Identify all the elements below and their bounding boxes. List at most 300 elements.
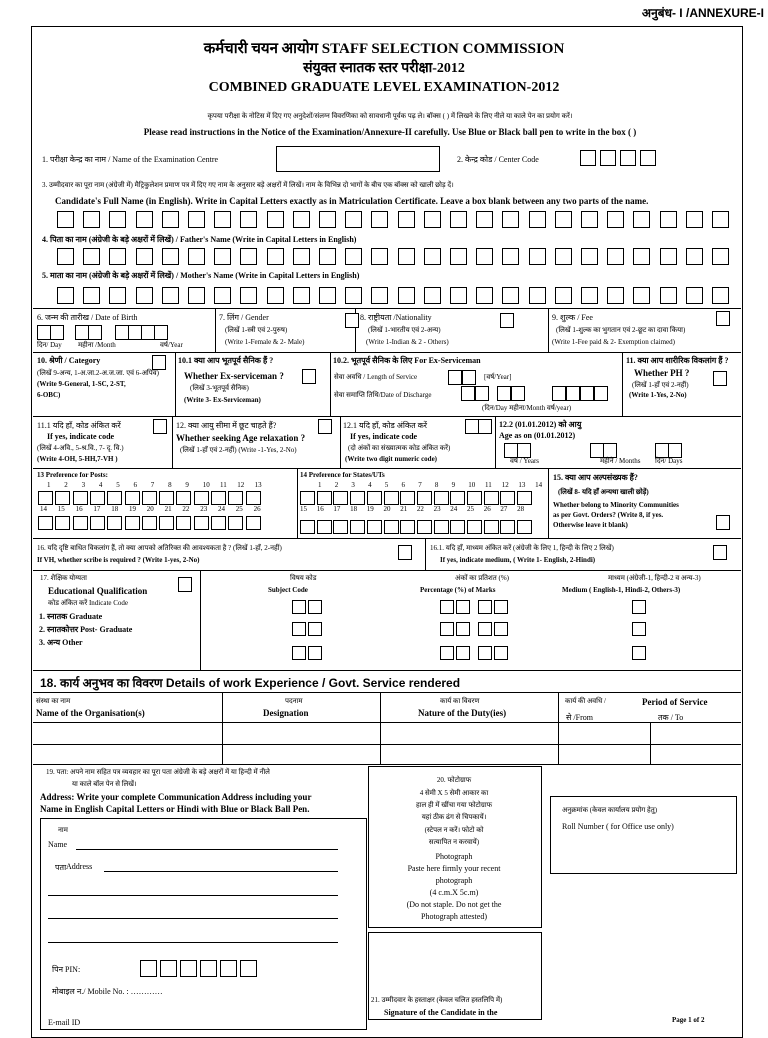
centre-code-box[interactable]	[600, 150, 616, 166]
post-pref-box[interactable]	[107, 516, 122, 530]
address-line-3[interactable]	[48, 918, 338, 919]
percentage-box[interactable]	[440, 600, 454, 614]
discharge-day-2[interactable]	[475, 386, 489, 401]
medium-box[interactable]	[632, 646, 646, 660]
state-number-label: 15	[300, 505, 307, 513]
medium-english: Medium ( English-1, Hindi-2, Others-3)	[562, 586, 681, 594]
name-char-box[interactable]	[345, 287, 362, 304]
name-char-box[interactable]	[267, 248, 284, 265]
name-char-box[interactable]	[162, 287, 179, 304]
q12-line1: Whether seeking Age relaxation ?	[176, 433, 306, 443]
discharge-year-2[interactable]	[566, 386, 580, 401]
state-pref-box[interactable]	[434, 520, 449, 534]
name-char-box[interactable]	[214, 248, 231, 265]
subject-code-box[interactable]	[292, 622, 306, 636]
q7-line1: (लिखें 1-स्त्री एवं 2-पुरुष)	[225, 326, 288, 334]
post-number-label: 10	[202, 481, 210, 489]
name-char-box[interactable]	[712, 211, 729, 228]
dob-year-2[interactable]	[128, 325, 142, 340]
name-char-box[interactable]	[188, 211, 205, 228]
name-char-box[interactable]	[424, 287, 441, 304]
nature-hindi: कार्य का विवरण	[440, 697, 480, 705]
post-number-label: 18	[111, 505, 119, 513]
state-number-label: 13	[518, 481, 526, 489]
name-char-box[interactable]	[424, 211, 441, 228]
q3-hindi: 3. उम्मीदवार का पूरा नाम (अंग्रेजी में) मैट्रिकुलेशन प्रमाण पत्र में दिए गए नाम के अनुसार बड़े अक्षरों में लिखें। नाम के विभिन्न दो भागों के बीच एक बॉक्स को खाली छोड़ दें।	[42, 181, 454, 189]
percentage-box[interactable]	[478, 600, 492, 614]
centre-code-box[interactable]	[640, 150, 656, 166]
name-char-box[interactable]	[476, 287, 493, 304]
state-pref-box[interactable]	[500, 520, 515, 534]
name-char-box[interactable]	[83, 211, 100, 228]
state-pref-box[interactable]	[367, 520, 382, 534]
post-pref-box[interactable]	[159, 516, 174, 530]
name-char-box[interactable]	[686, 287, 703, 304]
discharge-month-2[interactable]	[511, 386, 525, 401]
name-char-box[interactable]	[476, 211, 493, 228]
name-char-box[interactable]	[188, 287, 205, 304]
state-pref-box[interactable]	[317, 520, 332, 534]
q17-opt3: 3. अन्य Other	[39, 638, 83, 647]
name-char-box[interactable]	[555, 248, 572, 265]
service-years-1[interactable]	[448, 370, 462, 385]
subject-code-box[interactable]	[308, 622, 322, 636]
photo-line10: (Do not staple. Do not get the	[406, 900, 502, 909]
pin-digit-box[interactable]	[140, 960, 157, 977]
state-pref-box[interactable]	[450, 491, 465, 505]
post-pref-box[interactable]	[211, 516, 226, 530]
dob-year-3[interactable]	[141, 325, 155, 340]
service-years-2[interactable]	[462, 370, 476, 385]
name-hindi-label: नाम	[58, 826, 68, 834]
name-char-box[interactable]	[267, 287, 284, 304]
state-pref-box[interactable]	[467, 520, 482, 534]
name-char-box[interactable]	[136, 211, 153, 228]
state-number-label: 5	[384, 481, 389, 489]
state-number-label: 19	[366, 505, 374, 513]
name-char-box[interactable]	[319, 211, 336, 228]
subject-code-box[interactable]	[308, 600, 322, 614]
state-pref-box[interactable]	[300, 491, 315, 505]
q11-1-line3: (Write 4-OH, 5-HH,7-VH )	[37, 455, 118, 463]
state-number-label: 4	[368, 481, 372, 489]
centre-code-box[interactable]	[620, 150, 636, 166]
q11-1-title: 11.1 यदि हाँ, कोड अंकित करें	[37, 421, 121, 430]
q4-label: 4. पिता का नाम (अंग्रेजी के बड़े अक्षरों में लिखें) / Father's Name (Write in Capital Letters in English)	[42, 235, 357, 244]
name-char-box[interactable]	[502, 287, 519, 304]
q16-line2: If VH, whether scribe is required ? (Write 1-yes, 2-No)	[37, 556, 200, 564]
name-char-box[interactable]	[686, 211, 703, 228]
mobile-label: मोबाइल न./ Mobile No. : …………	[52, 987, 163, 996]
name-char-box[interactable]	[398, 211, 415, 228]
post-number-label: 25	[235, 505, 243, 513]
name-char-box[interactable]	[57, 287, 74, 304]
medium-box[interactable]	[632, 600, 646, 614]
name-char-box[interactable]	[267, 211, 284, 228]
post-number-label: 2	[64, 481, 68, 489]
pin-digit-box[interactable]	[200, 960, 217, 977]
name-char-box[interactable]	[712, 287, 729, 304]
scribe-medium-input[interactable]	[713, 545, 727, 560]
percentage-box[interactable]	[440, 646, 454, 660]
name-char-box[interactable]	[136, 287, 153, 304]
ph-code-input[interactable]	[153, 419, 167, 434]
q9-line1: (लिखें 1-शुल्क का भुगतान एवं 2-छूट का दावा किया)	[556, 326, 686, 334]
q17-opt1: 1. स्नातक Graduate	[39, 612, 103, 621]
state-pref-box[interactable]	[517, 491, 532, 505]
state-number-label: 16	[316, 505, 324, 513]
state-pref-box[interactable]	[450, 520, 465, 534]
q10-line3: 6-OBC)	[37, 391, 61, 399]
fee-input[interactable]	[716, 311, 730, 326]
photo-line9: (4 c.m.X 5c.m)	[429, 888, 479, 897]
address-label: Address	[66, 862, 93, 871]
q16-1-line1: 16.1. यदि हाँ, माध्यम अंकित करें (अंग्रेजी के लिए 1, हिन्दी के लिए 2 लिखें)	[430, 544, 614, 552]
state-number-label: 10	[468, 481, 476, 489]
post-number-label: 9	[185, 481, 189, 489]
percentage-box[interactable]	[478, 622, 492, 636]
post-number-label: 22	[182, 505, 190, 513]
state-pref-box[interactable]	[484, 491, 499, 505]
post-pref-box[interactable]	[125, 516, 140, 530]
ph-input[interactable]	[713, 371, 727, 386]
age-days-label: दिन/ Days	[655, 457, 683, 465]
nationality-input[interactable]	[500, 313, 514, 328]
discharge-month-1[interactable]	[497, 386, 511, 401]
post-pref-box[interactable]	[73, 491, 88, 505]
post-pref-box[interactable]	[142, 516, 157, 530]
name-char-box[interactable]	[319, 287, 336, 304]
post-number-label: 13	[254, 481, 262, 489]
state-pref-box[interactable]	[417, 491, 432, 505]
post-pref-box[interactable]	[246, 491, 261, 505]
name-char-box[interactable]	[686, 248, 703, 265]
state-pref-box[interactable]	[484, 520, 499, 534]
discharge-year-4[interactable]	[594, 386, 608, 401]
age-relax-input[interactable]	[318, 419, 332, 434]
signature-box[interactable]	[368, 932, 542, 1020]
q11-line3: (Write 1-Yes, 2-No)	[629, 391, 687, 399]
annexure-label: अनुबंध- I /ANNEXURE-I	[641, 6, 764, 20]
q10-1-title: 10.1 क्या आप भूतपूर्व सैनिक हैं ?	[178, 356, 274, 365]
percentage-box[interactable]	[478, 646, 492, 660]
q12-title: 12. क्या आयु सीमा में छूट चाहते हैं?	[176, 421, 277, 430]
name-char-box[interactable]	[240, 211, 257, 228]
name-char-box[interactable]	[660, 211, 677, 228]
post-pref-box[interactable]	[38, 491, 53, 505]
post-pref-box[interactable]	[142, 491, 157, 505]
name-char-box[interactable]	[581, 248, 598, 265]
age-months-1[interactable]	[590, 443, 604, 458]
medium-hindi: माध्यम (अंग्रेजी-1, हिन्दी-2 व अन्य-3)	[608, 574, 701, 582]
name-char-box[interactable]	[581, 287, 598, 304]
name-char-box[interactable]	[660, 287, 677, 304]
post-pref-box[interactable]	[38, 516, 53, 530]
photo-line5: सत्यापित न करवायें)	[428, 838, 480, 846]
state-pref-box[interactable]	[400, 520, 415, 534]
name-char-box[interactable]	[450, 248, 467, 265]
post-number-label: 14	[40, 505, 47, 513]
centre-code-box[interactable]	[580, 150, 596, 166]
roll-english: Roll Number ( for Office use only)	[562, 822, 674, 831]
name-char-box[interactable]	[109, 211, 126, 228]
address-line-4[interactable]	[48, 942, 338, 943]
percentage-box[interactable]	[440, 622, 454, 636]
name-char-box[interactable]	[529, 248, 546, 265]
age-years-2[interactable]	[517, 443, 531, 458]
instructions-english: Please read instructions in the Notice of the Examination/Annexure-II carefully. Use Blue or Black ball pen to write in the box ( )	[143, 127, 637, 137]
gender-input[interactable]	[345, 313, 359, 328]
state-number-label: 17	[333, 505, 341, 513]
exam-centre-input[interactable]	[276, 146, 440, 172]
name-char-box[interactable]	[162, 211, 179, 228]
name-char-box[interactable]	[712, 248, 729, 265]
post-number-label: 8	[168, 481, 172, 489]
name-char-box[interactable]	[633, 287, 650, 304]
name-char-box[interactable]	[371, 211, 388, 228]
name-char-box[interactable]	[660, 248, 677, 265]
dob-year-1[interactable]	[115, 325, 129, 340]
name-char-box[interactable]	[424, 248, 441, 265]
state-pref-box[interactable]	[333, 491, 348, 505]
subject-code-hindi: विषय कोड	[290, 574, 317, 582]
roll-hindi: अनुक्रमांक (केवल कार्यालय प्रयोग हेतु)	[562, 806, 658, 814]
percentage-box[interactable]	[494, 646, 508, 660]
post-pref-box[interactable]	[90, 491, 105, 505]
designation-hindi: पदनाम	[285, 697, 303, 705]
state-pref-box[interactable]	[300, 520, 315, 534]
name-char-box[interactable]	[319, 248, 336, 265]
name-char-box[interactable]	[345, 211, 362, 228]
dob-month-2[interactable]	[88, 325, 102, 340]
q13-title: 13 Preference for Posts:	[37, 471, 108, 479]
name-char-box[interactable]	[502, 248, 519, 265]
service-length-label: सेवा अवधि / Length of Service	[334, 373, 418, 381]
name-char-box[interactable]	[371, 248, 388, 265]
category-input[interactable]	[152, 355, 166, 370]
name-char-box[interactable]	[633, 211, 650, 228]
name-char-box[interactable]	[293, 248, 310, 265]
name-char-box[interactable]	[293, 211, 310, 228]
state-number-label: 1	[318, 481, 322, 489]
percentage-box[interactable]	[456, 646, 470, 660]
post-pref-box[interactable]	[107, 491, 122, 505]
name-char-box[interactable]	[529, 211, 546, 228]
state-pref-box[interactable]	[350, 520, 365, 534]
name-char-box[interactable]	[188, 248, 205, 265]
name-char-box[interactable]	[529, 287, 546, 304]
percentage-box[interactable]	[456, 622, 470, 636]
state-pref-box[interactable]	[434, 491, 449, 505]
age-days-1[interactable]	[655, 443, 669, 458]
photo-title: 20. फोटोग्राफ	[436, 776, 472, 784]
name-char-box[interactable]	[450, 211, 467, 228]
q9-title: 9. शुल्क / Fee	[552, 313, 593, 322]
state-pref-box[interactable]	[350, 491, 365, 505]
state-pref-box[interactable]	[317, 491, 332, 505]
q11-line2: (लिखें 1-हाँ एवं 2-नहीं)	[632, 381, 689, 389]
age-code-1[interactable]	[465, 419, 479, 434]
post-number-label: 24	[218, 505, 225, 513]
page-number: Page 1 of 2	[672, 1016, 705, 1024]
address-line-1[interactable]	[104, 871, 338, 872]
title-commission: कर्मचारी चयन आयोग STAFF SELECTION COMMISSION	[203, 41, 565, 57]
percentage-box[interactable]	[494, 600, 508, 614]
post-pref-box[interactable]	[176, 491, 191, 505]
subject-code-box[interactable]	[292, 600, 306, 614]
address-label-hindi: पता	[55, 863, 67, 872]
age-years-1[interactable]	[504, 443, 518, 458]
discharge-label: सेवा समाप्ति तिथि/Date of Discharge	[334, 391, 432, 399]
state-pref-box[interactable]	[500, 491, 515, 505]
name-char-box[interactable]	[240, 248, 257, 265]
signature-line1: 21. उम्मीदवार के हस्ताक्षर (केवल चलित हस्तलिपि में)	[371, 996, 503, 1004]
state-pref-box[interactable]	[467, 491, 482, 505]
q12-1-line1: If yes, indicate code	[350, 432, 418, 441]
dob-day-1[interactable]	[37, 325, 51, 340]
post-pref-box[interactable]	[228, 491, 243, 505]
name-char-box[interactable]	[214, 211, 231, 228]
post-pref-box[interactable]	[125, 491, 140, 505]
subject-code-box[interactable]	[308, 646, 322, 660]
percentage-box[interactable]	[456, 600, 470, 614]
name-char-box[interactable]	[57, 248, 74, 265]
post-pref-box[interactable]	[246, 516, 261, 530]
name-char-box[interactable]	[214, 287, 231, 304]
state-pref-box[interactable]	[517, 520, 532, 534]
ex-serviceman-input[interactable]	[302, 369, 316, 384]
q15-line1: (लिखें 8- यदि हाँ अन्यथा खाली छोड़ें)	[558, 488, 649, 496]
name-line[interactable]	[76, 849, 338, 850]
address-line-2[interactable]	[48, 895, 338, 896]
name-char-box[interactable]	[398, 287, 415, 304]
q17-title: 17. शैक्षिक योग्यता	[40, 574, 87, 582]
qualification-input[interactable]	[178, 577, 192, 592]
name-char-box[interactable]	[607, 211, 624, 228]
name-char-box[interactable]	[136, 248, 153, 265]
state-pref-box[interactable]	[333, 520, 348, 534]
post-pref-box[interactable]	[55, 491, 70, 505]
post-pref-box[interactable]	[228, 516, 243, 530]
state-number-label: 14	[535, 481, 543, 489]
name-char-box[interactable]	[555, 287, 572, 304]
state-number-label: 23	[433, 505, 441, 513]
name-char-box[interactable]	[83, 248, 100, 265]
pin-digit-box[interactable]	[240, 960, 257, 977]
name-char-box[interactable]	[162, 248, 179, 265]
q16-line1: 16. यदि दृष्टि बाधित विकलांग हैं, तो क्या आपको अतिरिक्त की आवश्यकता है ? (लिखें 1-हाँ, 2-नहीं)	[37, 544, 282, 552]
age-code-2[interactable]	[478, 419, 492, 434]
state-number-label: 21	[400, 505, 408, 513]
state-number-label: 6	[401, 481, 405, 489]
pin-digit-box[interactable]	[160, 960, 177, 977]
state-pref-box[interactable]	[400, 491, 415, 505]
q8-line1: (लिखें 1-भारतीय एवं 2-अन्य)	[368, 326, 441, 334]
q14-title: 14 Preference for States/UTs	[300, 471, 385, 479]
name-char-box[interactable]	[57, 211, 74, 228]
dob-year-4[interactable]	[154, 325, 168, 340]
name-char-box[interactable]	[83, 287, 100, 304]
age-months-label: महीने / Months	[600, 457, 641, 465]
discharge-year-3[interactable]	[580, 386, 594, 401]
age-months-2[interactable]	[603, 443, 617, 458]
name-char-box[interactable]	[345, 248, 362, 265]
name-char-box[interactable]	[240, 287, 257, 304]
subject-code-box[interactable]	[292, 646, 306, 660]
post-pref-box[interactable]	[55, 516, 70, 530]
photo-line11: Photograph attested)	[421, 912, 487, 921]
dob-month-1[interactable]	[75, 325, 89, 340]
nature-english: Nature of the Duty(ies)	[418, 708, 507, 718]
name-char-box[interactable]	[607, 248, 624, 265]
q8-line2: (Write 1-Indian & 2 - Others)	[366, 338, 449, 346]
post-pref-box[interactable]	[90, 516, 105, 530]
q10-title: 10. श्रेणी / Category	[37, 356, 101, 365]
q17-opt2: 2. स्नातकोत्तर Post- Graduate	[39, 625, 133, 634]
name-char-box[interactable]	[555, 211, 572, 228]
q8-title: 8. राष्ट्रीयता /Nationality	[360, 313, 432, 322]
name-char-box[interactable]	[293, 287, 310, 304]
post-pref-box[interactable]	[73, 516, 88, 530]
signature-line2: Signature of the Candidate in the	[384, 1008, 498, 1017]
post-pref-box[interactable]	[159, 491, 174, 505]
service-years-label: [वर्ष/Year]	[484, 373, 512, 381]
name-char-box[interactable]	[450, 287, 467, 304]
name-char-box[interactable]	[371, 287, 388, 304]
pin-digit-box[interactable]	[180, 960, 197, 977]
name-char-box[interactable]	[109, 248, 126, 265]
discharge-year-1[interactable]	[552, 386, 566, 401]
dob-day-2[interactable]	[50, 325, 64, 340]
photo-line6: Photograph	[435, 852, 473, 861]
q11-1-line1: If yes, indicate code	[47, 432, 115, 441]
name-char-box[interactable]	[581, 211, 598, 228]
post-number-label: 7	[150, 481, 155, 489]
photo-line8: photograph	[435, 876, 473, 885]
scribe-input[interactable]	[398, 545, 412, 560]
state-number-label: 11	[485, 481, 492, 489]
medium-box[interactable]	[632, 622, 646, 636]
name-char-box[interactable]	[502, 211, 519, 228]
state-pref-box[interactable]	[384, 520, 399, 534]
post-pref-box[interactable]	[211, 491, 226, 505]
pin-digit-box[interactable]	[220, 960, 237, 977]
post-pref-box[interactable]	[194, 491, 209, 505]
q18-title: 18. कार्य अनुभव का विवरण Details of work Experience / Govt. Service rendered	[40, 676, 461, 690]
state-pref-box[interactable]	[417, 520, 432, 534]
name-char-box[interactable]	[476, 248, 493, 265]
name-char-box[interactable]	[398, 248, 415, 265]
q7-line2: (Write 1-Female & 2- Male)	[225, 338, 305, 346]
age-days-2[interactable]	[668, 443, 682, 458]
q2-label: 2. केन्द्र कोड / Center Code	[457, 155, 539, 164]
designation-english: Designation	[263, 708, 309, 718]
q15-line2: Whether belong to Minority Communities	[553, 501, 679, 509]
post-pref-box[interactable]	[176, 516, 191, 530]
name-char-box[interactable]	[109, 287, 126, 304]
state-pref-box[interactable]	[384, 491, 399, 505]
state-pref-box[interactable]	[367, 491, 382, 505]
percentage-box[interactable]	[494, 622, 508, 636]
name-char-box[interactable]	[633, 248, 650, 265]
state-number-label: 8	[434, 481, 439, 489]
post-pref-box[interactable]	[194, 516, 209, 530]
minority-input[interactable]	[716, 515, 730, 530]
q19-line4: Name in English Capital Letters or Hindi with Blue or Black Ball Pen.	[40, 804, 310, 814]
name-char-box[interactable]	[607, 287, 624, 304]
discharge-day-1[interactable]	[461, 386, 475, 401]
q12-1-title: 12.1 यदि हाँ, कोड अंकित करें	[343, 421, 428, 430]
